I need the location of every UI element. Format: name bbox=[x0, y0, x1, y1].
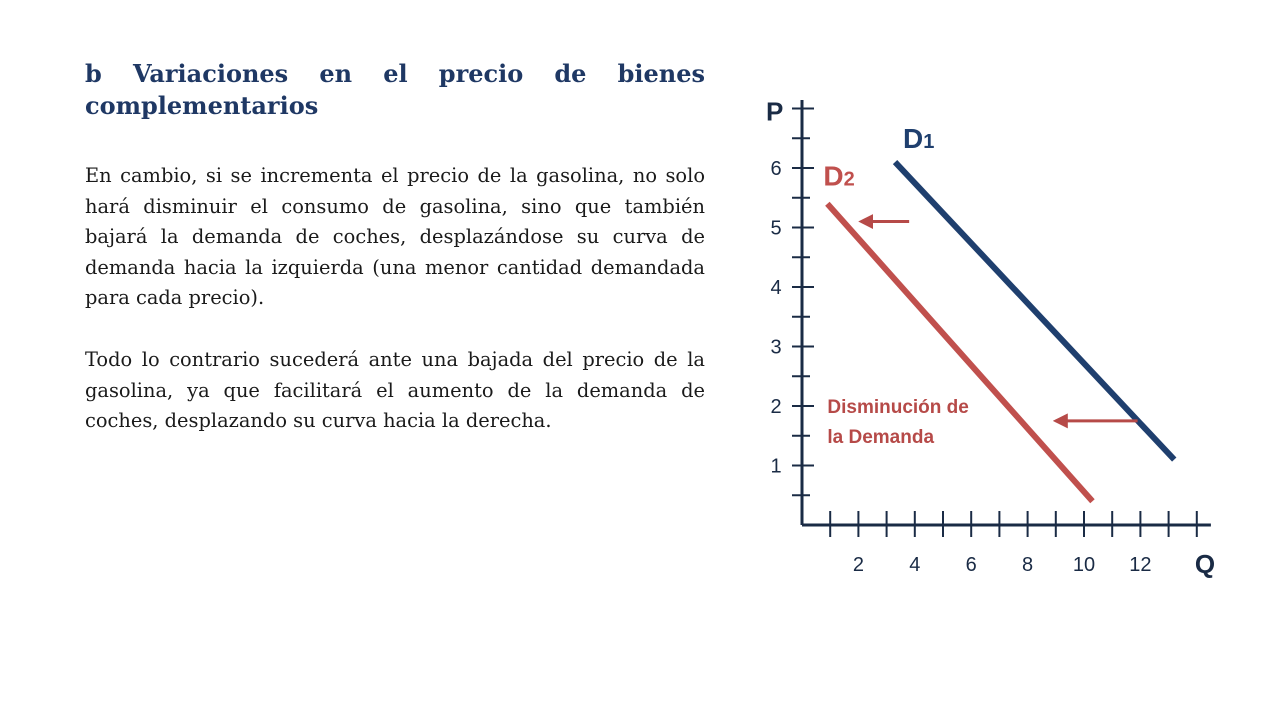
series-label-d2: D2 bbox=[823, 160, 855, 192]
x-tick-label: 2 bbox=[852, 554, 864, 576]
y-tick-label: 1 bbox=[770, 455, 782, 478]
paragraph-2: Todo lo contrario sucederá ante una bajada del precio de la gasolina, ya que facilitará el aumento de la demanda de coches, desplazando su curva hacia la derecha. bbox=[85, 348, 705, 432]
x-tick-label: 6 bbox=[965, 554, 977, 576]
annotation-line: la Demanda bbox=[827, 427, 935, 449]
x-axis-label: Q bbox=[1194, 549, 1216, 579]
annotation-line: Disminución de bbox=[827, 397, 969, 419]
paragraph-1: En cambio, si se incrementa el precio de la gasolina, no solo hará disminuir el consumo de gasolina, sino que también bajará la demanda de coches, desplazándose su curva de demanda hacia la izquierda (una menor cantidad demandada para cada precio). bbox=[85, 164, 705, 309]
series-label-d1: D1 bbox=[903, 123, 935, 155]
y-tick-label: 4 bbox=[770, 277, 782, 299]
y-tick-label: 5 bbox=[770, 217, 782, 240]
y-axis-label: P bbox=[766, 100, 784, 127]
x-tick-label: 12 bbox=[1129, 554, 1152, 576]
slide-title: b Variaciones en el precio de bienes complementarios bbox=[85, 59, 705, 120]
x-tick-label: 10 bbox=[1072, 554, 1096, 576]
x-tick-label: 4 bbox=[909, 554, 921, 576]
demand-chart-svg bbox=[740, 100, 1280, 600]
x-tick-label: 8 bbox=[1022, 554, 1034, 576]
y-tick-label: 6 bbox=[770, 158, 782, 180]
demand-chart bbox=[740, 100, 1280, 600]
demand-line-d2 bbox=[827, 204, 1092, 502]
y-tick-label: 2 bbox=[770, 396, 782, 418]
y-tick-label: 3 bbox=[770, 336, 782, 359]
